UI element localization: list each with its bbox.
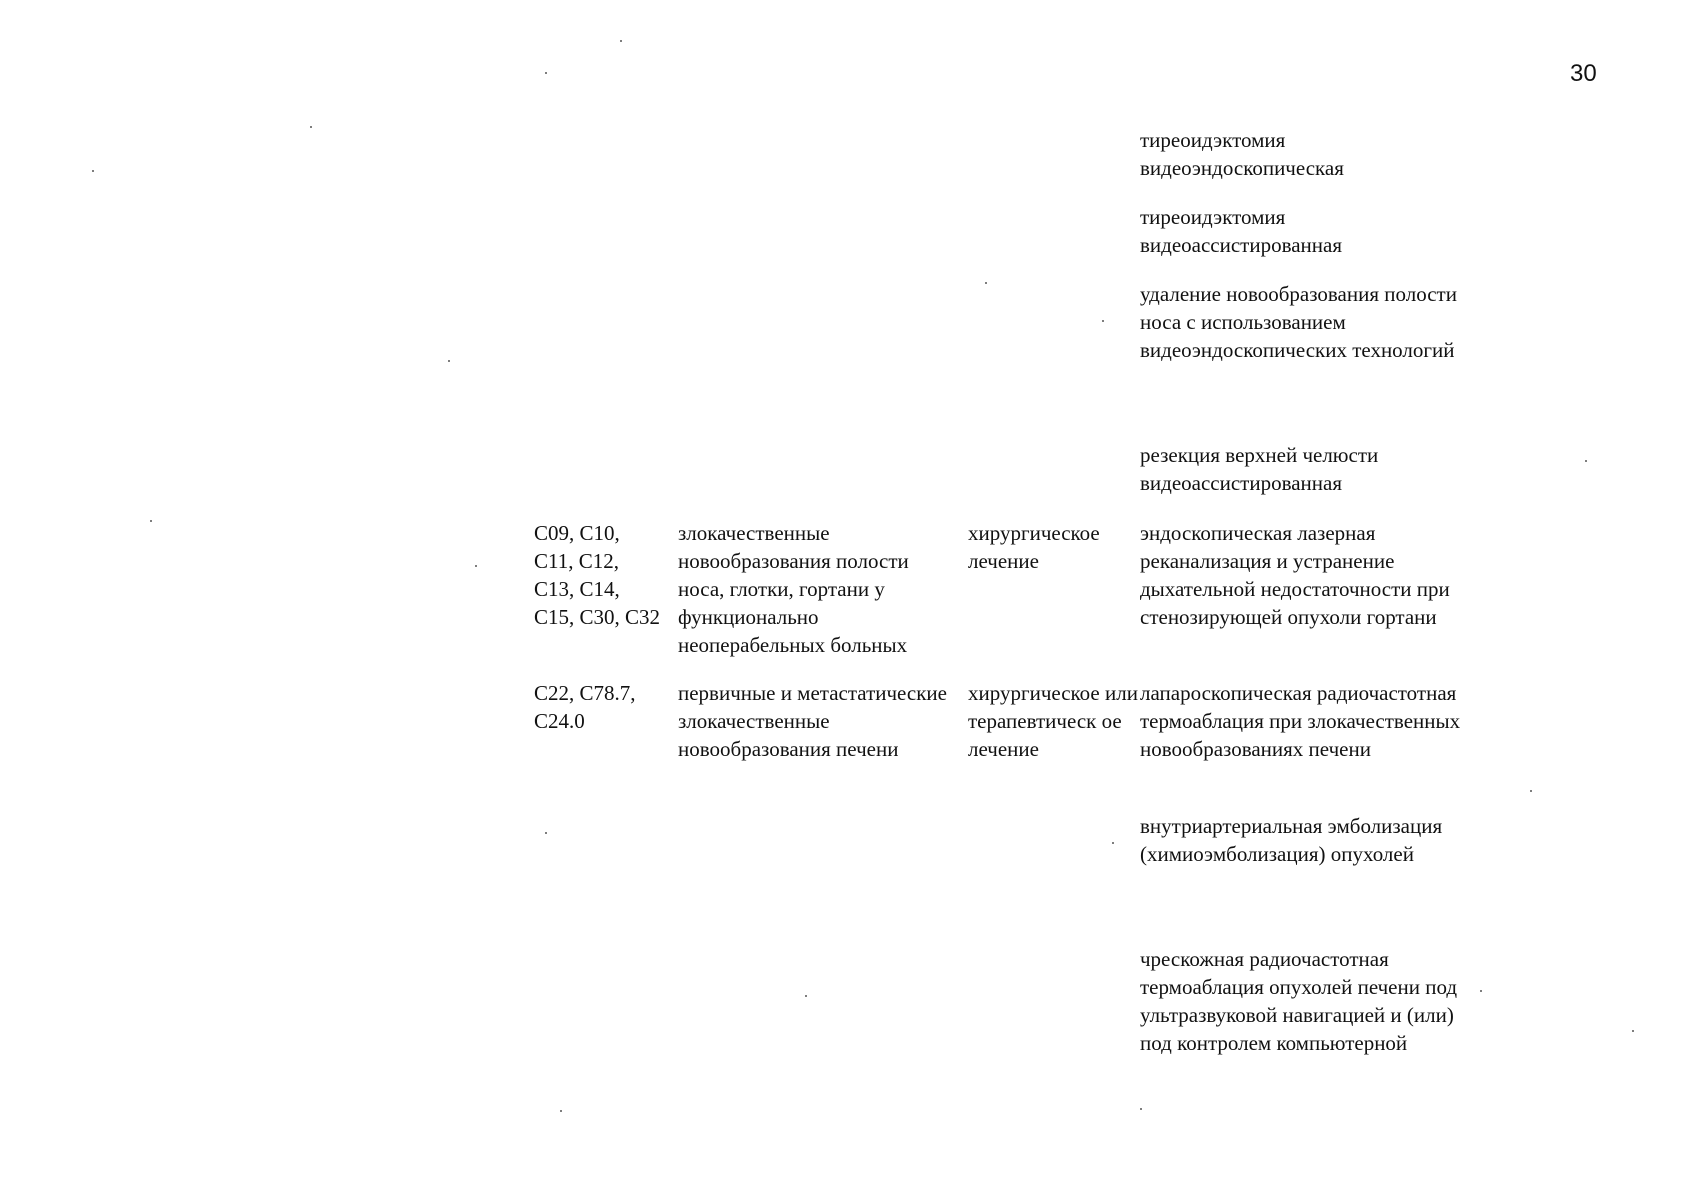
diagnosis-cell: злокачественные новообразования полости носа, глотки, гортани у функционально неоперабельных больных [678, 521, 909, 657]
procedure-item: внутриартериальная эмболизация (химиоэмболизация) опухолей [1140, 814, 1443, 866]
page-number: 30 [1570, 60, 1597, 87]
procedure-item: тиреоидэктомия видеоэндоскопическая [1140, 128, 1344, 180]
procedure-item: чрескожная радиочастотная термоаблация опухолей печени под ультразвуковой навигацией и (или) под контролем компьютерной [1140, 947, 1458, 1055]
treatment-cell: хирургическое лечение [968, 521, 1100, 573]
diagnosis-cell: первичные и метастатические злокачественные новообразования печени [678, 681, 947, 761]
procedure-item: удаление новообразования полости носа с использованием видеоэндоскопических технологий [1140, 282, 1457, 362]
procedure-item: эндоскопическая лазерная реканализация и устранение дыхательной недостаточности при стенозирующей опухоли гортани [1140, 521, 1450, 629]
icd-codes-cell: С09, С10, С11, С12, С13, С14, С15, С30, С32 [534, 521, 661, 629]
procedure-item: лапароскопическая радиочастотная термоаблация при злокачественных новообразованиях печени [1140, 681, 1461, 761]
icd-codes-cell: С22, С78.7, С24.0 [534, 681, 636, 733]
procedure-item: тиреоидэктомия видеоассистированная [1140, 205, 1343, 257]
treatment-cell: хирургическое или терапевтическ ое лечение [968, 681, 1138, 761]
procedure-item: резекция верхней челюсти видеоассистированная [1140, 443, 1379, 495]
